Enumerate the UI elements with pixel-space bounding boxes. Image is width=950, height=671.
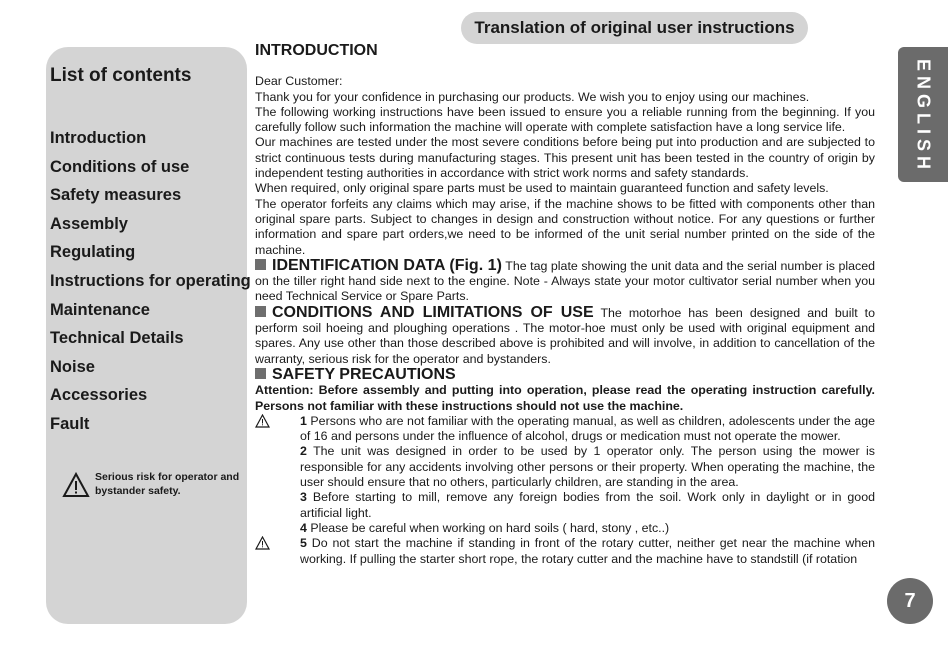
language-tab[interactable] xyxy=(898,47,948,182)
toc-item-conditions-of-use[interactable]: Conditions of use xyxy=(50,157,190,176)
safety-item xyxy=(255,414,875,445)
intro-paragraph: The operator forfeits any claims which may arise, if the machine shows to be fitted with components other than original spare parts. Subject to changes in design and construction without notice. For any questions or further information and spare part orders,we need to be informed of the unit serial number printed on the side of the machine. xyxy=(255,196,875,257)
intro-paragraph: Dear Customer: xyxy=(255,74,343,89)
intro-paragraph: Thank you for your confidence in purchasing our products. We wish you to enjoy using our machines. xyxy=(255,89,810,104)
identification-section xyxy=(255,258,875,305)
safety-item-text: The unit was designed in order to be used by 1 operator only. The person using the mower is responsible for any accidents involving other persons or their property. When operating the machine, the user should ensure that no others, particularly children, are standing in the area. xyxy=(300,444,875,490)
identification-text: The tag plate showing the unit data and the serial number is placed on the tiller right hand side next to the engine. Note - Always state your motor cultivator serial number when you need Technical Service or Spare Parts. xyxy=(255,258,876,304)
safety-item xyxy=(255,521,875,536)
safety-heading: SAFETY PRECAUTIONS xyxy=(272,365,456,383)
bullet-square-icon xyxy=(255,368,266,379)
risk-legend xyxy=(62,470,248,510)
intro-paragraph: Our machines are tested under the most severe conditions before being put into production and are subjected to strict continuous tests during manufacturing stages. This present unit has been tested in the country of origin by independent testing authorities in accordance with strict work norms and safety standards. xyxy=(255,135,875,181)
bullet-square-icon xyxy=(255,259,266,270)
contents-heading: List of contents xyxy=(50,65,192,86)
safety-item-number: 4 xyxy=(300,520,307,535)
safety-item-text: Persons who are not familiar with the operating manual, as well as children, adolescents under the age of 16 and persons under the influence of alcohol, drugs or medication must not operate the mower. xyxy=(300,413,875,444)
toc-item-introduction[interactable]: Introduction xyxy=(50,129,147,147)
intro-paragraph: The following working instructions have been issued to ensure you a reliable running from the beginning. If you carefully follow such information the machine will operate with complete satisfaction have a long service life. xyxy=(255,104,875,135)
conditions-section xyxy=(255,305,875,367)
safety-section-title xyxy=(255,367,875,383)
safety-item-number: 1 xyxy=(300,413,307,428)
introduction-heading: INTRODUCTION xyxy=(255,42,378,59)
toc-item-noise[interactable]: Noise xyxy=(50,357,95,376)
contents-list xyxy=(50,124,251,439)
toc-item-instructions-for-operating[interactable]: Instructions for operating xyxy=(50,271,251,290)
safety-item-text: Before starting to mill, remove any foreign bodies from the soil. Work only in daylight or in good artificial light. xyxy=(300,490,875,520)
warning-triangle-icon xyxy=(255,414,270,428)
toc-item-maintenance[interactable]: Maintenance xyxy=(50,300,150,319)
toc-item-technical-details[interactable]: Technical Details xyxy=(50,329,184,348)
toc-item-fault[interactable]: Fault xyxy=(50,414,90,433)
safety-item xyxy=(255,490,875,521)
intro-paragraph: When required, only original spare parts must be used to maintain guaranteed function and safety levels. xyxy=(255,181,829,196)
document-title: Translation of original user instructions xyxy=(461,12,808,44)
identification-heading: IDENTIFICATION DATA (Fig. 1) xyxy=(272,256,502,274)
safety-item-text: Do not start the machine if standing in front of the rotary cutter, neither get near the machine when working. If pulling the starter short rope, the rotary cutter and the machine have to standstill (if rotation xyxy=(300,536,875,566)
contents-sidebar xyxy=(46,47,251,624)
risk-legend-text: Serious risk for operator and bystander safety. xyxy=(95,471,240,497)
toc-item-regulating[interactable]: Regulating xyxy=(50,243,136,262)
safety-item-number: 2 xyxy=(300,444,307,459)
safety-attention: Attention: Before assembly and putting into operation, please read the operating instruction carefully. Persons not familiar with these instructions should not use the machine. xyxy=(255,383,875,413)
warning-triangle-icon xyxy=(62,472,90,498)
language-tab-label: ENGLISH xyxy=(913,59,934,175)
warning-triangle-icon xyxy=(255,536,270,550)
conditions-heading: CONDITIONS AND LIMITATIONS OF USE xyxy=(272,303,594,321)
toc-item-assembly[interactable]: Assembly xyxy=(50,214,128,233)
page-number: 7 xyxy=(887,578,933,624)
toc-item-accessories[interactable]: Accessories xyxy=(50,386,148,405)
safety-item xyxy=(255,444,875,490)
safety-item-number: 5 xyxy=(300,536,307,551)
main-content xyxy=(255,43,875,567)
conditions-text: The motorhoe has been designed and built to perform soil hoeing and ploughing operations . The motor-hoe must only be used with original equipment and spares. Any use other than those described above is prohibited and will involve, in addition to cancellation of the warranty, serious risk for the operator and bystanders. xyxy=(255,305,876,366)
toc-item-safety-measures[interactable]: Safety measures xyxy=(50,186,182,205)
safety-item xyxy=(255,536,875,567)
bullet-square-icon xyxy=(255,306,266,317)
safety-item-number: 3 xyxy=(300,490,307,505)
safety-item-text: Please be careful when working on hard soils ( hard, stony , etc..) xyxy=(310,520,670,535)
